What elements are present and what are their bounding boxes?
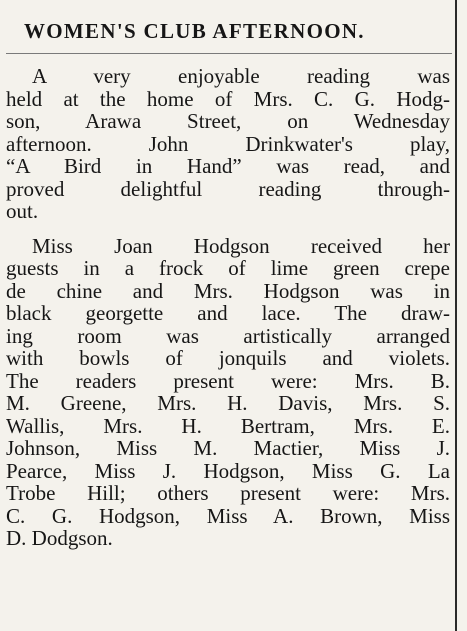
text-line: afternoon. John Drinkwater's play, [6, 131, 450, 156]
text-line: proved delightful reading through- [6, 176, 450, 201]
text-line: Wallis, Mrs. H. Bertram, Mrs. E. [6, 413, 450, 438]
text-line: ing room was artistically arranged [6, 323, 450, 348]
text-line: C. G. Hodgson, Miss A. Brown, Miss [6, 503, 450, 528]
text-line: M. Greene, Mrs. H. Davis, Mrs. S. [6, 391, 450, 415]
text-line: out. [6, 199, 39, 223]
text-line: Trobe Hill; others present were: Mrs. [6, 481, 450, 505]
text-line: black georgette and lace. The draw- [6, 301, 450, 325]
headline: WOMEN'S CLUB AFTERNOON. [24, 19, 365, 43]
text-line: Johnson, Miss M. Mactier, Miss J. [6, 436, 450, 460]
text-line: Miss Joan Hodgson received her [32, 233, 450, 258]
column-rule [455, 0, 457, 631]
headline-rule [6, 53, 452, 54]
text-line: “A Bird in Hand” was read, and [6, 154, 450, 178]
text-line: D. Dodgson. [6, 526, 113, 550]
text-line: The readers present were: Mrs. B. [6, 368, 450, 393]
text-line: A very enjoyable reading was [32, 64, 450, 88]
text-line: son, Arawa Street, on Wednesday [6, 109, 450, 133]
text-line: with bowls of jonquils and violets. [6, 346, 450, 370]
article-body [6, 65, 450, 550]
text-line: Pearce, Miss J. Hodgson, Miss G. La [6, 458, 450, 483]
text-line: de chine and Mrs. Hodgson was in [6, 278, 450, 303]
text-line: held at the home of Mrs. C. G. Hodg- [6, 86, 450, 111]
paragraph-2 [6, 235, 450, 550]
paragraph-1 [6, 65, 450, 223]
text-line: guests in a frock of lime green crepe [6, 256, 450, 280]
